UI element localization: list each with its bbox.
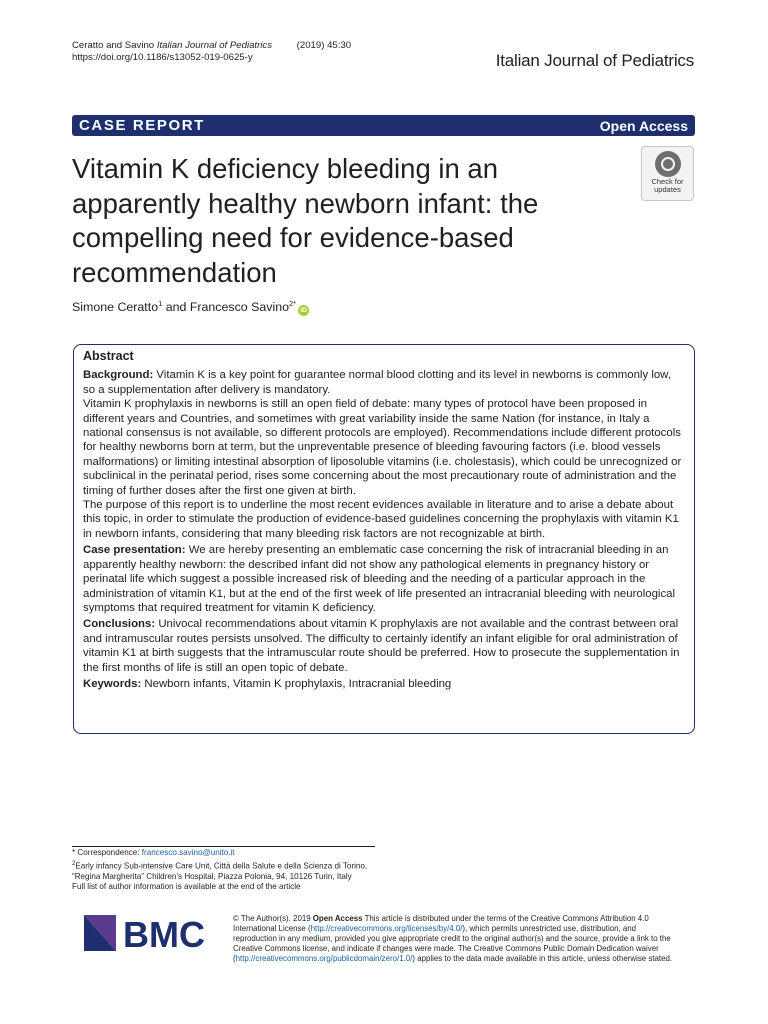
check-updates-line2: updates — [654, 185, 681, 194]
copyright-text: © The Author(s). 2019 — [233, 914, 313, 923]
citation-year: (2019) 45:30 — [296, 40, 352, 51]
conclusions-label: Conclusions: — [83, 618, 156, 631]
article-banner — [72, 115, 695, 136]
affiliation-sup: 2 — [72, 860, 76, 867]
doi-link[interactable]: https://doi.org/10.1186/s13052-019-0625-y — [72, 52, 253, 63]
correspondence-email-link[interactable]: francesco.savino@unito.it — [141, 848, 235, 857]
open-access-bold: Open Access — [312, 914, 363, 923]
conclusions-text: Univocal recommendations about vitamin K prophylaxis are not available and the contrast between oral and intramuscular routes persists unsolved. The difficulty to certainly identify an infant eligible for oral administration of vitamin K1 at birth suggests that the intramuscular route should be preferred. How to prosecute the supplementation in the first months of life is still an open topic of debate. — [83, 618, 680, 674]
abstract-box — [73, 344, 695, 734]
citation-authors: Ceratto and Savino — [72, 40, 155, 51]
author-name: Simone Ceratto — [72, 300, 159, 315]
citation-header — [72, 40, 351, 64]
background-label: Background: — [83, 369, 154, 382]
license-text-1: This article is distributed under the terms of the Creative Commons Attribution 4.0 International License ( — [233, 914, 649, 934]
background-paragraph-3: The purpose of this report is to underline the most recent evidences available in literature and to arise a debate about this topic, in order to stimulate the production of evidence-based guidelines concerning the prophylaxis with vitamin K1 in newborn infants, considering that many bleeding risk factors are not recognizable at birth. — [83, 499, 679, 540]
full-list-note: Full list of author information is available at the end of the article — [72, 882, 301, 892]
author-affiliation-sup: 1 — [158, 299, 163, 308]
case-text: We are hereby presenting an emblematic case concerning the risk of intracranial bleeding in an apparently healthy newborn: the described infant did not show any pathological elements in pregnancy history or perinatal life which suggest a possible increased risk of bleeding and the needing of a particular approach in the administration of vitamin K1, but at the end of the first week of life presented an intracranial bleeding with neurological symptoms that required treatment for vitamin K deficiency. — [83, 544, 676, 614]
orcid-icon[interactable]: iD — [298, 305, 309, 316]
abstract-conclusions — [83, 617, 685, 675]
check-for-updates-button[interactable] — [641, 146, 694, 201]
abstract-heading: Abstract — [83, 349, 134, 363]
bmc-logo-text: BMC — [123, 914, 205, 953]
author-name: Francesco Savino — [189, 300, 290, 315]
background-paragraph-2: Vitamin K prophylaxis in newborns is still an open field of debate: many types of protocol have been proposed in different years and Countries, and sometimes with great variability inside the same Nation (for instance, in Italy a national consensus is not available, so different protocols are employed). Recommendations include different protocols for healthy newborns born at term, but the unpreventable presence of bleeding favouring factors (i.e. blood vessels malformations) or limiting intestinal absorption of liposoluble vitamins (i.e. cholestasis), which could be unrecognized or subclinical in the perinatal period, rises some concerning about the most precautionary route of administration and the timing of further doses after the first one given at birth. — [83, 398, 682, 497]
citation-journal: Italian Journal of Pediatrics — [156, 40, 272, 51]
author-conjunction: and — [162, 300, 190, 315]
case-label: Case presentation: — [83, 544, 186, 557]
abstract-keywords — [83, 677, 685, 691]
footnote-divider — [72, 846, 375, 847]
check-updates-line1: Check for — [651, 177, 684, 186]
cc-by-link[interactable]: http://creativecommons.org/licenses/by/4.0/ — [310, 924, 463, 934]
abstract-background — [83, 368, 685, 397]
license-text-2: ), which permits unrestricted use, distribution, and reproduction in any medium, provided you give appropriate credit to the original author(s) and the source, provide a link to the Creative Commons license, and indicate if changes were made. The Creative Commons Public Domain Dedication waiver ( — [233, 924, 671, 964]
check-updates-icon — [655, 151, 681, 177]
open-access-label: Open Access — [599, 117, 688, 134]
background-text: Vitamin K is a key point for guarantee normal blood clotting and its level in newborns is commonly low, so a supplementation after delivery is mandatory. — [83, 369, 671, 396]
footnotes — [72, 848, 372, 893]
license-text — [233, 914, 673, 964]
bmc-logo — [83, 913, 218, 953]
keywords-text: Newborn infants, Vitamin K prophylaxis, Intracranial bleeding — [141, 677, 452, 690]
keywords-label: Keywords: — [83, 677, 142, 690]
article-type: CASE REPORT — [79, 117, 205, 134]
author-affiliation-sup: 2* — [289, 299, 297, 308]
affiliation-text: Early infancy Sub-intensive Care Unit, Città della Salute e della Scienza di Torino, “Regina Margherita” Children’s Hospital, Piazza Polonia, 94, 10126 Turin, Italy — [72, 861, 368, 881]
article-title: Vitamin K deficiency bleeding in an apparently healthy newborn infant: the compelling need for evidence-based recommendation — [72, 153, 539, 288]
cc-zero-link[interactable]: http://creativecommons.org/publicdomain/zero/1.0/ — [235, 954, 413, 964]
abstract-case-presentation — [83, 543, 685, 615]
license-text-3: ) applies to the data made available in this article, unless otherwise stated. — [412, 954, 673, 964]
author-list — [72, 299, 309, 316]
journal-name: Italian Journal of Pediatrics — [495, 51, 694, 70]
correspondence-label: * Correspondence: — [72, 848, 142, 857]
